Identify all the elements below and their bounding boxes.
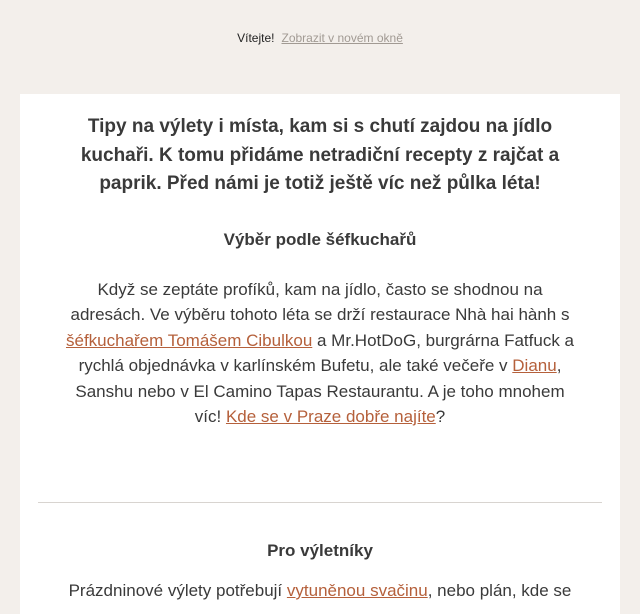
newsletter-card [20,94,620,614]
section-title-trips: Pro výletníky [267,541,373,560]
dianu-link[interactable]: Dianu [512,356,557,375]
where-to-eat-prague-link[interactable]: Kde se v Praze dobře najíte [225,407,436,426]
section-title-chefs: Výběr podle šéfkuchařů [223,229,417,249]
text-segment: Prázdninové výlety potřebují [68,581,287,600]
section-trips [20,541,620,604]
text-segment: ? [435,407,446,426]
text-segment: , nebo plán, kde se [427,581,572,600]
chef-tomas-cibulka-link[interactable]: šéfkuchařem Tomášem Cibulkou [65,330,313,350]
tuned-snack-link[interactable]: vytuněnou svačinu [286,581,428,600]
section-text-chefs [64,277,576,430]
text-segment: a Mr.HotDoG, burgrárna Fatfuck a rychlá objednávka v karlínském Bufetu, ale také večeře v [78,330,574,375]
section-divider [38,502,602,503]
intro-text: Tipy na výlety i místa, kam si s chutí zajdou na jídlo kuchaři. K tomu přidáme netradiční recepty z rajčat a paprik. Před námi je totiž ještě víc než půlka léta! [80,116,560,194]
preheader [0,0,640,76]
text-segment: Když se zeptáte profíků, kam na jídlo, často se shodnou na adresách. Ve výběru tohoto léta se drží restaurace Nhà hai hành s [70,279,570,324]
greeting-text: Vítejte! [237,31,275,45]
view-in-browser-link[interactable]: Zobrazit v novém okně [281,31,403,45]
text-segment: , Sanshu nebo v El Camino Tapas Restaurantu. A je toho mnohem víc! [75,356,565,426]
